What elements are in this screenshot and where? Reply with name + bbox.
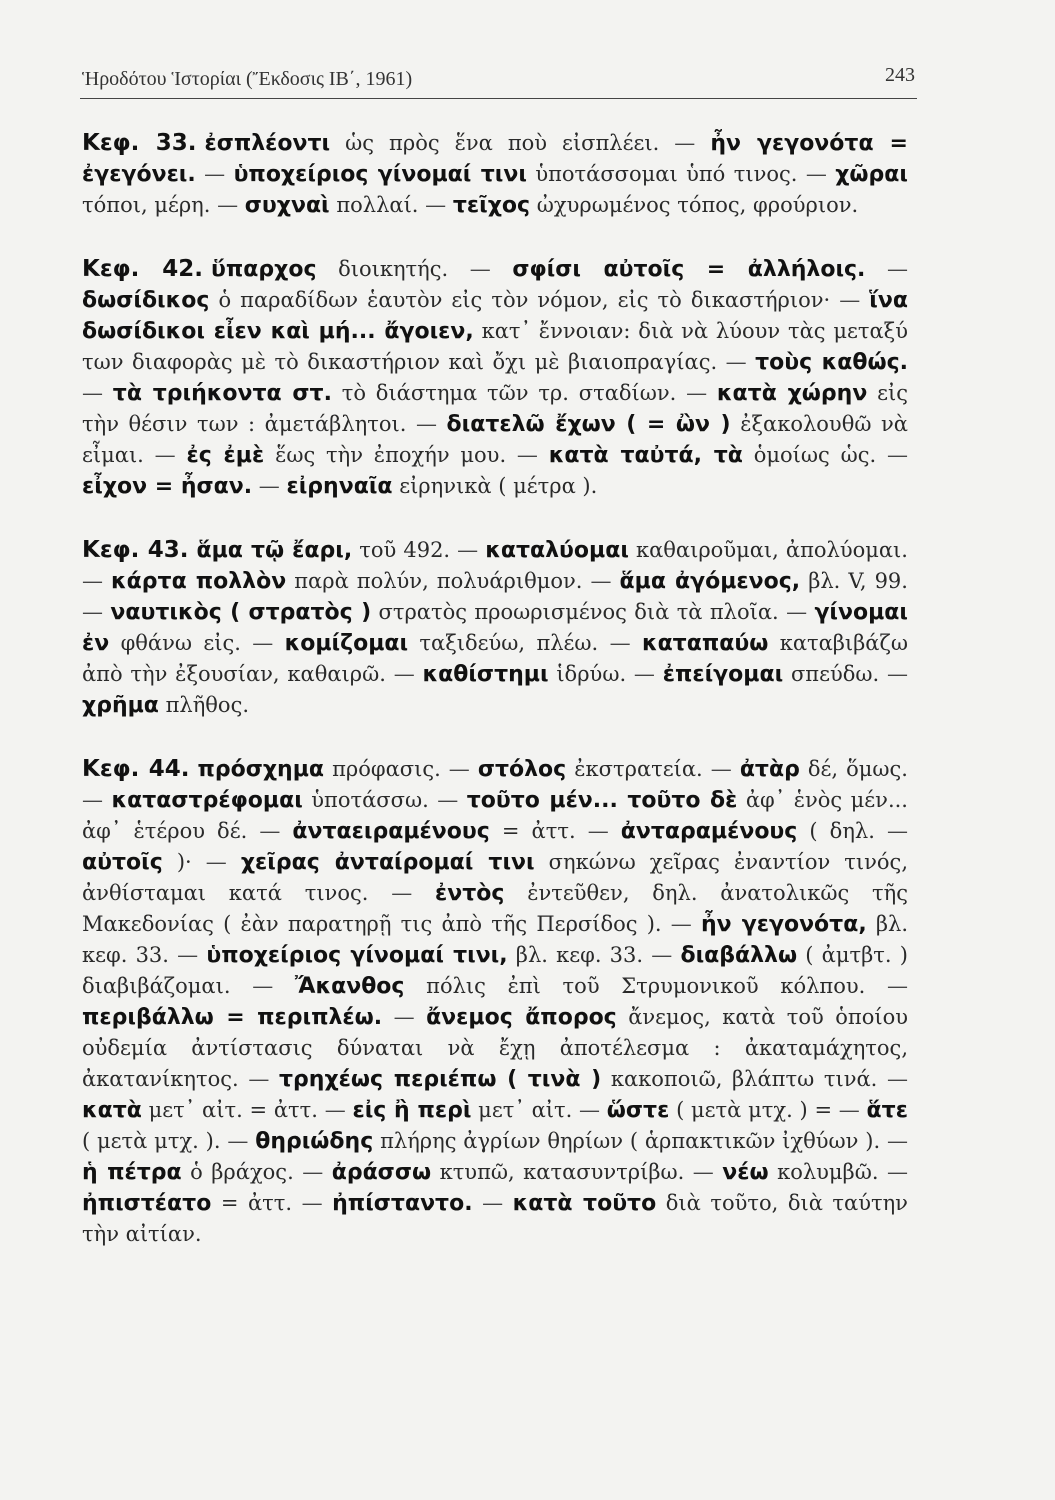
glossary-definition: μετ᾽ αἰτ. = ἀττ.	[148, 1098, 318, 1122]
glossary-definition: ὁ βράχος.	[190, 1160, 294, 1184]
entry-separator: —	[865, 257, 908, 281]
entry-separator: —	[874, 819, 908, 843]
entry-separator: —	[230, 974, 295, 998]
chapter-label: Κεφ. 33.	[82, 130, 197, 156]
glossary-definition: πολλαί.	[336, 193, 419, 217]
glossary-definition: ὡς πρὸς ἕνα ποὺ εἰσπλέει.	[345, 131, 660, 155]
glossary-term: τοῦτο μέν... τοῦτο δὲ	[466, 788, 738, 813]
glossary-definition: πόλις ἐπὶ τοῦ Στρυμονικοῦ κόλπου.	[426, 974, 866, 998]
glossary-definition: )·	[176, 850, 192, 874]
glossary-term: ἀνταειραμένους	[292, 819, 490, 844]
glossary-term: καταστρέφομαι	[111, 788, 303, 813]
glossary-term: χεῖρας ἀνταίρομαί τινι	[240, 850, 535, 875]
glossary-term: ἦν γεγονότα,	[700, 912, 867, 937]
glossary-term: ναυτικὸς ( στρατὸς )	[110, 600, 372, 625]
glossary-term: ἄνεμος ἄπορος	[426, 1005, 617, 1030]
entry-separator: —	[168, 943, 207, 967]
glossary-term: ἠπίσταντο.	[332, 1191, 473, 1216]
glossary-term: χῶραι	[835, 162, 908, 187]
entry-separator: —	[240, 631, 285, 655]
entry-separator: —	[877, 1067, 908, 1091]
entry-separator: —	[659, 131, 711, 155]
entry-separator: —	[385, 662, 423, 686]
entry-separator: —	[382, 1005, 427, 1029]
glossary-definition: = ἀττ.	[501, 819, 576, 843]
glossary-term: καθίστημι	[422, 662, 549, 687]
glossary-term: ἵνα δωσίδικοι εἶεν καὶ μή... ἄγοιεν,	[82, 288, 908, 344]
entry-separator: —	[247, 819, 293, 843]
glossary-term: ὑποχείριος γίνομαί τινι,	[206, 943, 508, 968]
header-rule	[80, 98, 917, 99]
entry-separator: —	[598, 631, 642, 655]
chapter-label: Κεφ. 42.	[82, 256, 204, 282]
entry-separator: —	[82, 600, 111, 624]
glossary-definition: πρόφασις.	[332, 757, 441, 781]
entry-separator: —	[191, 850, 241, 874]
glossary-definition: καταβιβάζω ἀπὸ τὴν ἐξουσίαν, καθαιρῶ.	[82, 631, 908, 686]
glossary-definition: δέ, ὅμως.	[807, 757, 908, 781]
glossary-definition: τὸ διάστημα τῶν τρ. σταδίων.	[341, 381, 677, 405]
entry-separator: —	[252, 474, 287, 498]
glossary-definition: ( ἀμτβτ. ) διαβιβάζομαι.	[82, 943, 908, 998]
entry-separator: —	[448, 257, 513, 281]
entry-separator: —	[830, 288, 870, 312]
glossary-definition: κολυμβῶ.	[777, 1160, 879, 1184]
page-number: 243	[885, 64, 915, 86]
glossary-term: ἀτὰρ	[739, 757, 800, 782]
glossary-definition: σπεύδω.	[790, 662, 880, 686]
glossary-term: γίνομαι ἐν	[82, 600, 908, 656]
glossary-term: ἅμα ἀγόμενος,	[619, 569, 801, 594]
glossary-definition: διὰ τοῦτο, διὰ ταύτην τὴν αἰτίαν.	[82, 1191, 908, 1246]
entry-separator: —	[238, 1067, 280, 1091]
glossary-term: ὕπαρχος	[211, 257, 317, 282]
glossary-term: ἀράσσω	[331, 1160, 432, 1185]
glossary-definition: ὁ παραδίδων ἑαυτὸν εἰς τὸν νόμον, εἰς τὸ δικαστήριον·	[218, 288, 831, 312]
entry-separator: —	[676, 381, 717, 405]
entry-separator: —	[82, 569, 112, 593]
chapter-paragraph	[82, 254, 908, 502]
glossary-term: καταλύομαι	[485, 538, 629, 563]
glossary-definition: σηκώνω χεῖρας ἐναντίον τινός, ἀνθίσταμαι κατά τινος.	[82, 850, 908, 905]
glossary-term: τοὺς καθώς.	[755, 350, 909, 375]
glossary-term: ἐσπλέοντι	[204, 131, 331, 156]
glossary-definition: βλ. κεφ. 33.	[515, 943, 644, 967]
glossary-term: νέω	[722, 1160, 769, 1185]
glossary-definition: ὁμοίως ὡς.	[753, 443, 877, 467]
entry-separator: —	[506, 443, 549, 467]
glossary-term: συχναὶ	[244, 193, 330, 218]
glossary-term: διαβάλλω	[680, 943, 798, 968]
glossary-definition: κακοποιῶ, βλάπτω τινά.	[610, 1067, 878, 1091]
entry-separator: —	[292, 1191, 333, 1215]
glossary-term: ἡ πέτρα	[82, 1160, 182, 1185]
glossary-definition: διοικητής.	[338, 257, 449, 281]
entry-separator: —	[195, 162, 234, 186]
entry-separator: —	[702, 757, 740, 781]
glossary-definition: πλήρης ἀγρίων θηρίων ( ἁρπακτικῶν ἰχθύων ).	[380, 1129, 881, 1153]
entry-separator: —	[684, 1160, 723, 1184]
entry-separator: —	[778, 600, 815, 624]
entry-separator: —	[82, 788, 112, 812]
glossary-definition: ἕως τὴν ἐποχήν μου.	[275, 443, 507, 467]
glossary-term: ἠπιστέατο	[82, 1191, 212, 1216]
glossary-term: ἐς ἐμὲ	[186, 443, 265, 468]
entry-separator: —	[879, 662, 908, 686]
entry-separator: —	[418, 193, 453, 217]
glossary-term: κομίζομαι	[284, 631, 409, 656]
glossary-definition: κτυπῶ, κατασυντρίβω.	[439, 1160, 685, 1184]
entry-separator: —	[317, 1098, 353, 1122]
glossary-definition: πλῆθος.	[165, 693, 250, 717]
glossary-definition: φθάνω εἰς.	[120, 631, 241, 655]
glossary-definition: τόποι, μέρη.	[82, 193, 211, 217]
entry-separator: —	[406, 412, 447, 436]
chapter-paragraph	[82, 128, 908, 221]
chapter-paragraph	[82, 754, 908, 1250]
entry-separator: —	[575, 819, 621, 843]
glossary-definition: καθαιροῦμαι, ἀπολύομαι.	[635, 538, 908, 562]
glossary-term: χρῆμα	[82, 693, 159, 718]
glossary-body	[82, 128, 908, 1283]
glossary-definition: ἱδρύω.	[556, 662, 627, 686]
entry-separator: —	[661, 912, 701, 936]
entry-separator: —	[876, 443, 908, 467]
running-title: Ἡροδότου Ἱστορίαι (Ἔκδοσις ΙΒ΄, 1961)	[82, 68, 413, 90]
glossary-term: περιβάλλω = περιπλέω.	[82, 1005, 383, 1030]
glossary-term: αὐτοῖς	[82, 850, 163, 875]
entry-separator: —	[450, 538, 486, 562]
glossary-term: θηριώδης	[255, 1129, 374, 1154]
glossary-definition: κατ᾽ ἔννοιαν: διὰ νὰ λύουν τὰς μεταξύ των διαφορὰς μὲ τὸ δικαστήριον καὶ ὄχι μὲ βιαιοπραγίας.	[82, 319, 908, 374]
glossary-term: κατὰ χώρην	[716, 381, 868, 406]
glossary-term: διατελῶ ἔχων ( = ὢν )	[446, 412, 731, 437]
entry-separator: —	[368, 881, 435, 905]
glossary-definition: εἰρηνικὰ ( μέτρα ).	[399, 474, 598, 498]
glossary-definition: εἰς τὴν θέσιν των : ἀμετάβλητοι.	[82, 381, 908, 436]
glossary-definition: ἀφ᾽ ἑνὸς μέν... ἀφ᾽ ἑτέρου δέ.	[82, 788, 908, 843]
entry-separator: —	[220, 1129, 256, 1153]
glossary-definition: τοῦ 492.	[359, 538, 451, 562]
glossary-term: κατὰ τοῦτο	[512, 1191, 657, 1216]
glossary-definition: ὑποτάσσω.	[311, 788, 429, 812]
glossary-term: ἐπείγομαι	[662, 662, 784, 687]
glossary-term: εἰς ἢ περὶ	[352, 1098, 472, 1123]
entry-separator: —	[472, 1191, 513, 1215]
chapter-paragraph	[82, 535, 908, 721]
glossary-definition: ( δηλ.	[809, 819, 875, 843]
glossary-term: στόλος	[477, 757, 567, 782]
glossary-term: κατὰ	[82, 1098, 142, 1123]
glossary-definition: ἐξακολουθῶ νὰ εἶμαι.	[82, 412, 908, 467]
glossary-definition: βλ. V, 99.	[808, 569, 908, 593]
glossary-definition: μετ᾽ αἰτ.	[478, 1098, 573, 1122]
entry-separator: —	[428, 788, 467, 812]
glossary-definition: ( μετὰ μτχ. ) =	[676, 1098, 833, 1122]
glossary-term: καταπαύω	[641, 631, 769, 656]
glossary-term: ἀνταραμένους	[620, 819, 798, 844]
entry-separator: —	[626, 662, 663, 686]
chapter-label: Κεφ. 44.	[82, 756, 190, 782]
glossary-term: σφίσι αὐτοῖς = ἀλλήλοις.	[512, 257, 866, 282]
glossary-term: εἰρηναῖα	[286, 474, 393, 499]
glossary-definition: παρὰ πολύν, πολυάριθμον.	[294, 569, 583, 593]
entry-separator: —	[293, 1160, 332, 1184]
glossary-definition: ταξιδεύω, πλέω.	[419, 631, 599, 655]
entry-separator: —	[210, 193, 245, 217]
glossary-term: Ἄκανθος	[294, 974, 405, 999]
chapter-label: Κεφ. 43.	[82, 537, 189, 563]
glossary-definition: βλ. κεφ. 33.	[82, 912, 909, 967]
entry-separator: —	[832, 1098, 867, 1122]
glossary-term: δωσίδικος	[82, 288, 210, 313]
entry-separator: —	[717, 350, 756, 374]
glossary-definition: ὠχυρωμένος τόπος, φρούριον.	[536, 193, 859, 217]
entry-separator: —	[572, 1098, 607, 1122]
entry-separator: —	[143, 443, 187, 467]
glossary-definition: ἄνεμος, κατὰ τοῦ ὁποίου οὐδεμία ἀντίστασις δύναται νὰ ἔχῃ ἀποτέλεσμα : ἀκαταμάχητος, ἀκατανίκητος.	[82, 1005, 908, 1091]
glossary-term: τὰ τριήκοντα στ.	[112, 381, 332, 406]
glossary-term: τεῖχος	[452, 193, 531, 218]
glossary-term: ἅμα τῷ ἔαρι,	[196, 538, 353, 563]
glossary-definition: στρατὸς προωρισμένος διὰ τὰ πλοῖα.	[378, 600, 779, 624]
entry-separator: —	[582, 569, 620, 593]
glossary-term: ἅτε	[866, 1098, 908, 1123]
glossary-definition: ἐντεῦθεν, δηλ. ἀνατολικῶς τῆς Μακεδονίας ( ἐὰν παρατηρῇ τις ἀπὸ τῆς Περσίδος ).	[82, 881, 908, 936]
glossary-definition: ἐκστρατεία.	[574, 757, 703, 781]
entry-separator: —	[643, 943, 681, 967]
entry-separator: —	[880, 1129, 908, 1153]
entry-separator: —	[797, 162, 836, 186]
entry-separator: —	[440, 757, 478, 781]
entry-separator: —	[878, 1160, 908, 1184]
glossary-definition: ὑποτάσσομαι ὑπό τινος.	[535, 162, 798, 186]
glossary-term: ὥστε	[606, 1098, 670, 1123]
glossary-term: ὑποχείριος γίνομαί τινι	[233, 162, 527, 187]
glossary-definition: = ἀττ.	[220, 1191, 293, 1215]
glossary-term: κάρτα πολλὸν	[111, 569, 287, 594]
glossary-term: ἦν γεγονότα = ἐγεγόνει.	[82, 131, 908, 187]
glossary-definition: ( μετὰ μτχ. ).	[82, 1129, 221, 1153]
glossary-term: πρόσχημα	[197, 757, 325, 782]
entry-separator: —	[82, 381, 113, 405]
glossary-term: κατὰ ταὐτά, τὰ	[548, 443, 743, 468]
glossary-term: τρηχέως περιέπω ( τινὰ )	[279, 1067, 602, 1092]
glossary-term: ἐντὸς	[435, 881, 505, 906]
entry-separator: —	[865, 974, 908, 998]
glossary-term: εἶχον = ἦσαν.	[82, 474, 253, 499]
